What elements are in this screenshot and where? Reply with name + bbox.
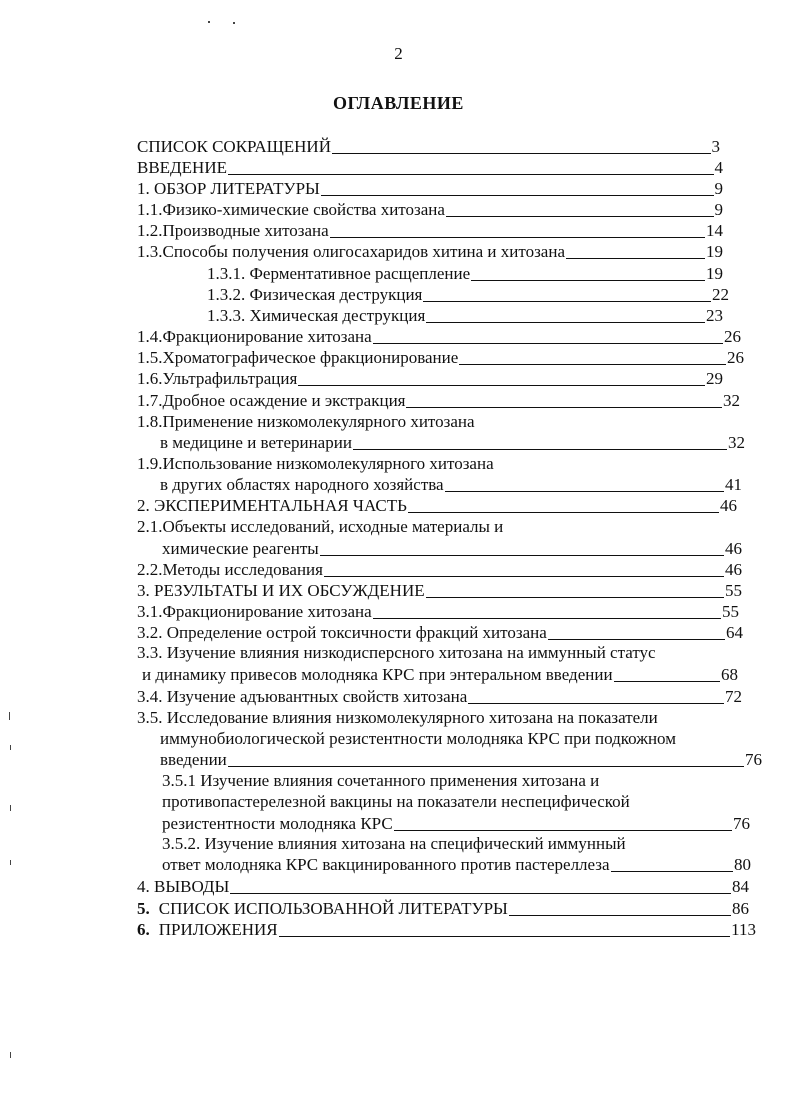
dot-leader [426,321,705,323]
toc-entry-text: и динамику привесов молодняка КРС при энтеральном введении [142,665,613,684]
dot-leader [509,914,731,916]
toc-entry-text: ответ молодняка КРС вакцинированного против пастереллеза [162,855,610,874]
toc-entry-text: 3.4. Изучение адъювантных свойств хитозана [137,687,468,706]
dot-leader [373,617,721,619]
toc-entry-page: 76 [733,814,750,833]
toc-entry-page: 46 [725,560,742,579]
toc-entry [137,325,741,347]
scan-speck [10,1052,11,1058]
toc-entry-page: 26 [724,327,741,346]
toc-entry-page: 19 [706,242,723,261]
dot-leader [228,765,744,767]
toc-entry-text: 1.9.Использование низкомолекулярного хитозана [137,454,494,473]
toc-entry-page: 26 [727,348,744,367]
dot-leader [298,384,705,386]
toc-entry-text: 1.6.Ультрафильтрация [137,369,298,388]
toc-entry [137,621,743,643]
toc-entry-text: резистентности молодняка КРС [162,814,393,833]
toc-entry-page: 19 [706,264,723,283]
dot-leader [320,554,724,556]
toc-title: ОГЛАВЛЕНИЕ [333,93,464,113]
toc-entry-page: 55 [722,602,739,621]
toc-entry [162,537,742,559]
toc-entry-page: 41 [725,475,742,494]
dot-leader [230,892,731,894]
toc-entry-page: 46 [720,496,737,515]
dot-leader [548,638,725,640]
toc-entry-page: 32 [723,391,740,410]
toc-entry [137,219,723,241]
toc-entry-text: 1.2.Производные хитозана [137,221,329,240]
toc-entry-text: СПИСОК ИСПОЛЬЗОВАННОЙ ЛИТЕРАТУРЫ [158,899,508,918]
toc-entry-text: 1.8.Применение низкомолекулярного хитозана [137,412,475,431]
dot-leader [426,596,724,598]
toc-entry-text: 2. ЭКСПЕРИМЕНТАЛЬНАЯ ЧАСТЬ [137,496,407,515]
toc-entry [207,283,729,305]
toc-entry-text: 2.1.Объекты исследований, исходные материалы и [137,517,504,536]
toc-entry [207,262,723,284]
toc-entry-text: 3. РЕЗУЛЬТАТЫ И ИХ ОБСУЖДЕНИЕ [137,581,425,600]
scan-speck [208,21,210,23]
toc-entry-page: 22 [712,285,729,304]
toc-entry-page: 64 [726,623,743,642]
page-number: 2 [394,44,403,63]
toc-entry-text: химические реагенты [162,539,319,558]
toc-entry-page: 4 [714,158,723,177]
dot-leader [614,680,720,682]
dot-leader [394,829,732,831]
toc-entry [162,812,750,834]
toc-entry-page: 9 [714,200,723,219]
toc-entry [137,389,740,411]
toc-entry-text: 1.1.Физико-химические свойства хитозана [137,200,445,219]
toc-entry [142,663,738,685]
toc-entry-text: 3.1.Фракционирование хитозана [137,602,372,621]
toc-entry-page: 86 [732,899,749,918]
toc-entry [137,875,749,897]
dot-leader [332,152,711,154]
dot-leader [423,300,711,302]
dot-leader [408,511,719,513]
toc-entry [137,558,742,580]
scan-speck [10,805,11,811]
toc-entry-text: в медицине и ветеринарии [160,433,352,452]
toc-entry [137,494,737,516]
dot-leader [566,257,705,259]
toc-entry [137,198,723,220]
toc-entry-text: ПРИЛОЖЕНИЯ [158,920,278,939]
toc-entry-text: 1.3.Способы получения олигосахаридов хитина и хитозана [137,242,565,261]
toc-entry-page: 76 [745,750,762,769]
toc-entry-text: 1.3.2. Физическая деструкция [207,285,423,304]
toc-entry-page: 3 [711,137,720,156]
toc-entry-text: 1.3.1. Ферментативное расщепление [207,264,471,283]
toc-entry-text: иммунобиологической резистентности молодняка КРС при подкожном [160,729,676,748]
toc-entry-text: 3.2. Определение острой токсичности фракций хитозана [137,623,547,642]
toc-entry-page: 23 [706,306,723,325]
toc-entry [137,346,744,368]
toc-entry-text: 2.2.Методы исследования [137,560,323,579]
scan-speck [233,22,235,24]
dot-leader [446,215,714,217]
toc-entry-page: 9 [714,179,723,198]
toc-entry-page: 68 [721,665,738,684]
dot-leader [279,935,730,937]
toc-entry-text: 1.3.3. Химическая деструкция [207,306,426,325]
dot-leader [611,870,733,872]
scan-speck [9,712,10,720]
toc-entry-page: 84 [732,877,749,896]
toc-entry-text: противопастерелезной вакцины на показатели неспецифической [162,792,630,811]
toc-entry-text: 1.4.Фракционирование хитозана [137,327,372,346]
toc-entry [137,177,723,199]
scan-speck [10,745,11,750]
toc-entry [137,579,742,601]
dot-leader [459,363,726,365]
toc-entry-text: 1.7.Дробное осаждение и экстракция [137,391,406,410]
toc-entry-page: 72 [725,687,742,706]
toc-entry-page: 55 [725,581,742,600]
toc-entry-text: 3.3. Изучение влияния низкодисперсного хитозана на иммунный статус [137,643,656,662]
toc-entry-text: 1. ОБЗОР ЛИТЕРАТУРЫ [137,179,320,198]
toc-entry-page: 113 [731,920,756,939]
toc-entry-text: 3.5. Исследование влияния низкомолекулярного хитозана на показатели [137,708,658,727]
toc-entry [160,473,742,495]
toc-entry-page: 32 [728,433,745,452]
toc-entry [160,748,762,770]
toc-entry-text: ВВЕДЕНИЕ [137,158,227,177]
toc-entry-text: 1.5.Хроматографическое фракционирование [137,348,459,367]
toc-entry [137,156,723,178]
toc-entry-text: в других областях народного хозяйства [160,475,444,494]
dot-leader [445,490,724,492]
toc-entry [207,304,723,326]
dot-leader [353,448,727,450]
dot-leader [471,279,705,281]
toc-entry [162,853,751,875]
toc-entry [137,918,756,940]
dot-leader [468,702,724,704]
toc-entry [137,600,739,622]
toc-entry [137,367,723,389]
dot-leader [321,194,714,196]
toc-entry-text: СПИСОК СОКРАЩЕНИЙ [137,137,331,156]
toc-entry-text: 3.5.1 Изучение влияния сочетанного применения хитозана и [162,771,600,790]
dot-leader [324,575,724,577]
dot-leader [406,406,722,408]
dot-leader [373,342,723,344]
toc-entry-text: 3.5.2. Изучение влияния хитозана на специфический иммунный [162,834,626,853]
dot-leader [228,173,714,175]
toc-entry [160,431,745,453]
dot-leader [330,236,705,238]
toc-entry-page: 80 [734,855,751,874]
toc-entry-number: 5. [137,899,150,918]
toc-entry [137,897,749,919]
toc-entry-text: 4. ВЫВОДЫ [137,877,230,896]
toc-entry [137,240,723,262]
toc-entry-page: 14 [706,221,723,240]
toc-entry-page: 46 [725,539,742,558]
toc-entry-text: введении [160,750,227,769]
toc-entry-number: 6. [137,920,150,939]
toc-entry-page: 29 [706,369,723,388]
scan-speck [10,860,11,865]
toc-entry [137,135,720,157]
toc-entry [137,685,742,707]
